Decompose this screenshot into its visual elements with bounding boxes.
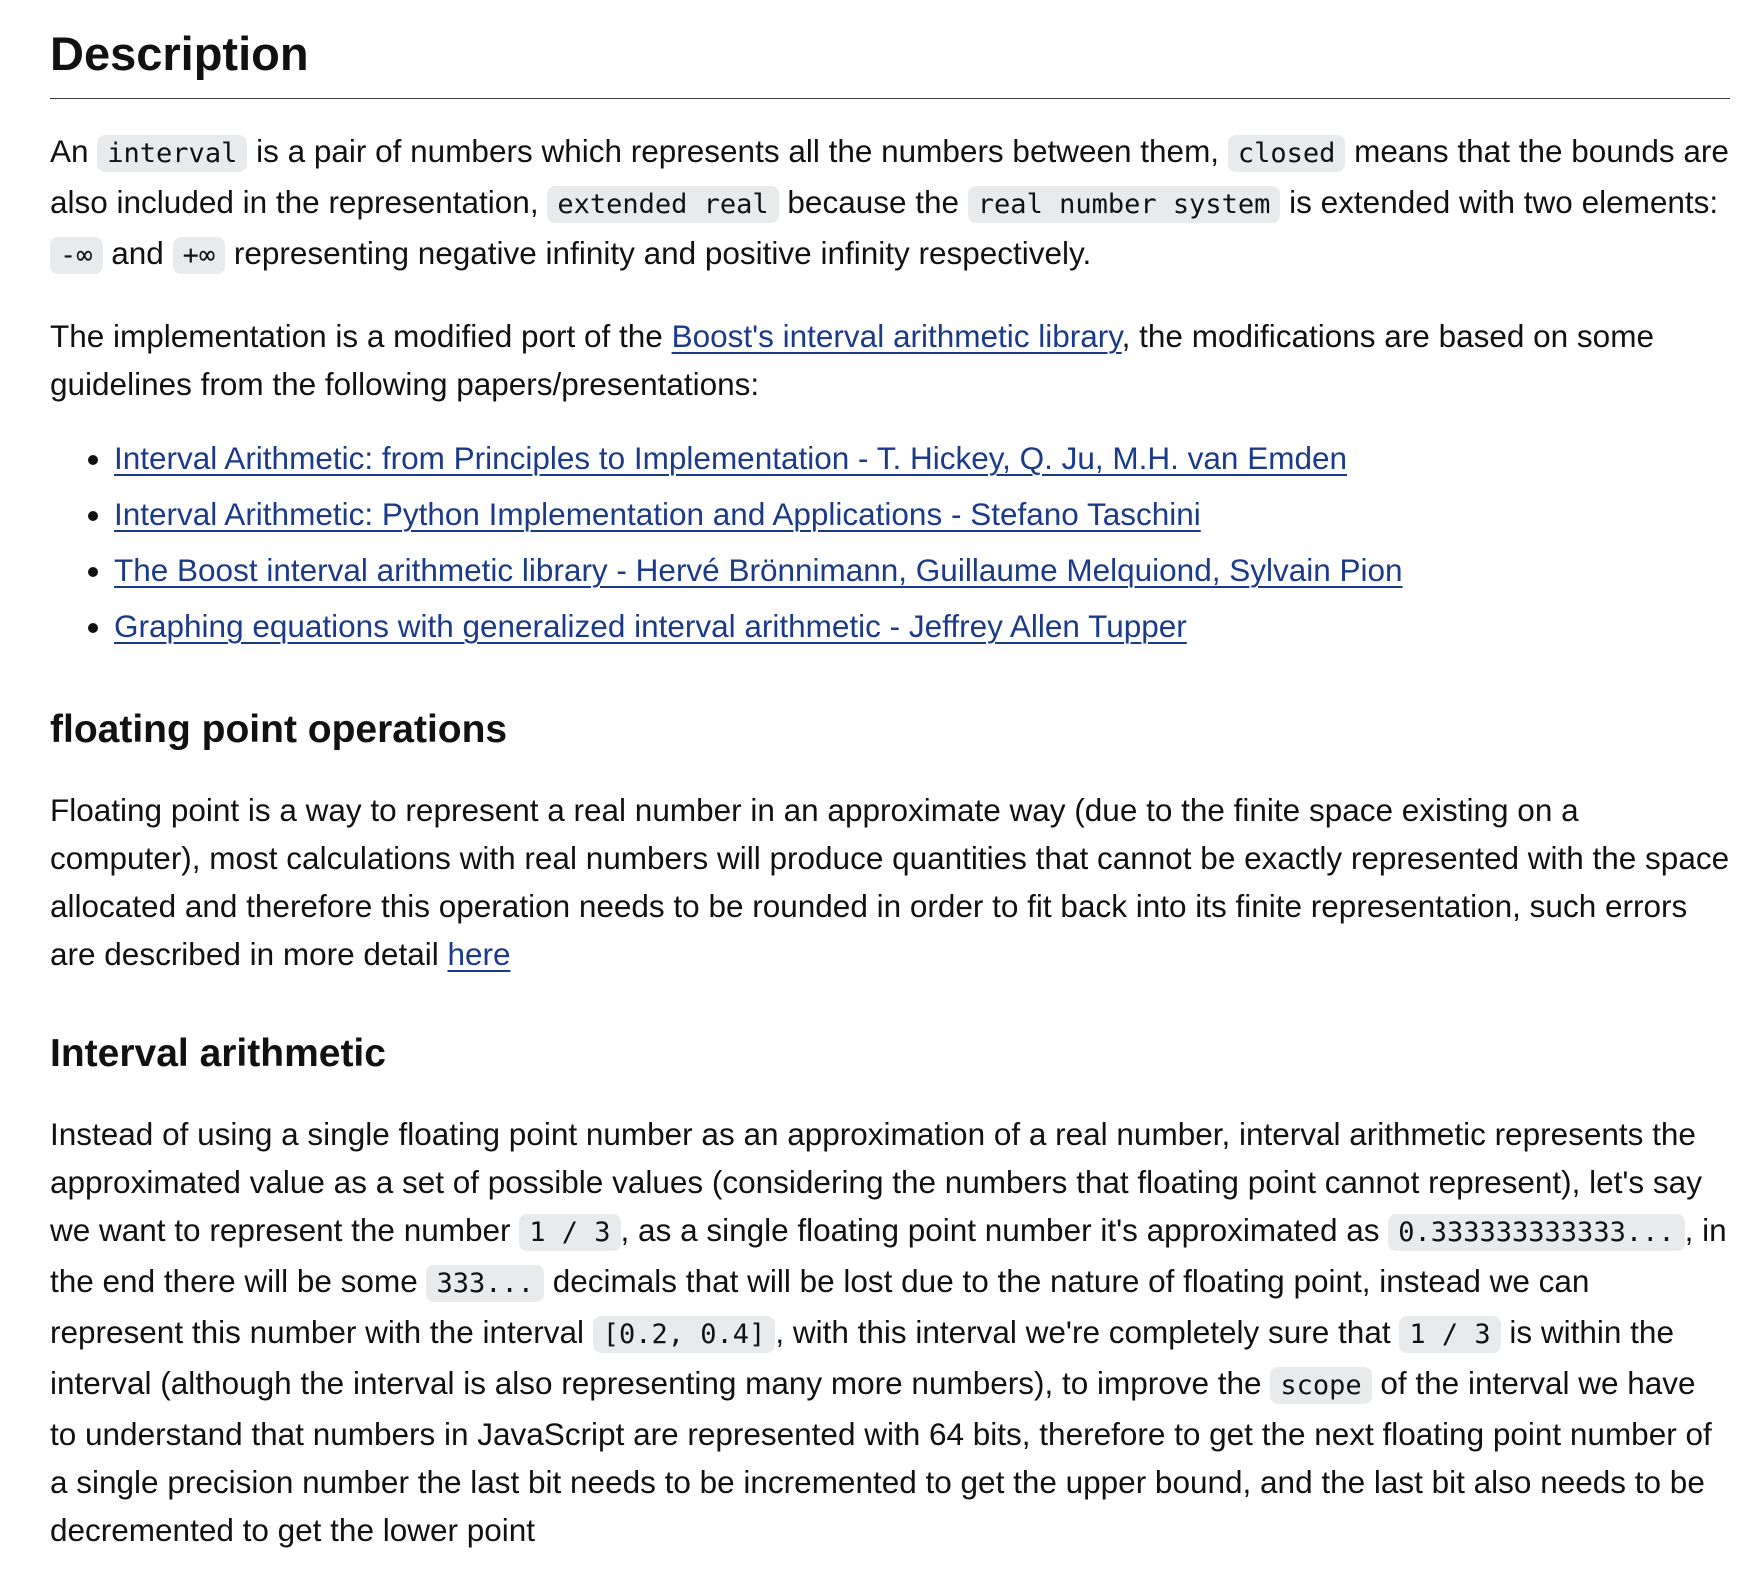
implementation-paragraph — [50, 312, 1730, 408]
code-closed: closed — [1228, 135, 1346, 172]
implementation-text-1: The implementation is a modified port of the — [50, 318, 672, 354]
floating-point-paragraph — [50, 786, 1730, 978]
boost-library-link[interactable]: Boost's interval arithmetic library — [671, 318, 1122, 354]
intro-text-1: An — [50, 133, 98, 169]
reference-link-taschini[interactable]: Interval Arithmetic: Python Implementation and Applications - Stefano Taschini — [114, 496, 1201, 532]
interval-text-6: is within the interval (although the interval is also representing many more numbers), to improve the — [50, 1314, 1674, 1401]
intro-text-3: means that the bounds are also included in the representation, — [50, 133, 1729, 220]
interval-text-5: , with this interval we're completely sure that — [775, 1314, 1400, 1350]
description-heading: Description — [50, 22, 1730, 99]
interval-text-7: of the interval we have to understand that numbers in JavaScript are represented with 64 bits, therefore to get the next floating point number of a single precision number the last bit needs to be incremented to get the upper bound, and the last bit also needs to be decremented to get the lower point — [50, 1365, 1712, 1548]
reference-link-bronnimann[interactable]: The Boost interval arithmetic library - Hervé Brönnimann, Guillaume Melquiond, Sylvain Pion — [114, 552, 1403, 588]
intro-paragraph — [50, 127, 1730, 280]
intro-text-6: and — [102, 235, 173, 271]
interval-text-3: , in the end there will be some — [50, 1212, 1727, 1299]
references-list — [50, 430, 1730, 654]
interval-text-4: decimals that will be lost due to the nature of floating point, instead we can represent this number with the interval — [50, 1263, 1590, 1350]
reference-link-tupper[interactable]: Graphing equations with generalized interval arithmetic - Jeffrey Allen Tupper — [114, 608, 1187, 644]
code-real-number-system: real number system — [968, 186, 1281, 223]
here-link[interactable]: here — [447, 936, 511, 972]
intro-text-5: is extended with two elements: — [1280, 184, 1719, 220]
code-repeating-decimals: 333... — [426, 1265, 544, 1302]
code-one-third: 1 / 3 — [519, 1214, 620, 1251]
list-item — [114, 486, 1730, 542]
floating-point-text: Floating point is a way to represent a real number in an approximate way (due to the finite space existing on a computer), most calculations with real numbers will produce quantities that cannot be exactly represented with the space allocated and therefore this operation needs to be rounded in order to fit back into its finite representation, such errors are described in more detail — [50, 792, 1730, 972]
interval-arithmetic-paragraph — [50, 1110, 1730, 1554]
implementation-text-2: , the modifications are based on some guidelines from the following papers/presentations: — [50, 318, 1654, 402]
intro-text-7: representing negative infinity and positive infinity respectively. — [225, 235, 1092, 271]
code-interval: interval — [97, 135, 247, 172]
code-approximation: 0.333333333333... — [1388, 1214, 1684, 1251]
list-item — [114, 598, 1730, 654]
interval-text-2: , as a single floating point number it's approximated as — [620, 1212, 1389, 1248]
code-interval-range: [0.2, 0.4] — [593, 1316, 776, 1353]
code-extended-real: extended real — [547, 186, 778, 223]
code-one-third-2: 1 / 3 — [1399, 1316, 1500, 1353]
code-negative-infinity: -∞ — [50, 237, 103, 274]
list-item — [114, 430, 1730, 486]
intro-text-4: because the — [778, 184, 968, 220]
intro-text-2: is a pair of numbers which represents all the numbers between them, — [247, 133, 1228, 169]
list-item — [114, 542, 1730, 598]
interval-arithmetic-heading: Interval arithmetic — [50, 1032, 386, 1075]
reference-link-hickey[interactable]: Interval Arithmetic: from Principles to Implementation - T. Hickey, Q. Ju, M.H. van Emden — [114, 440, 1348, 476]
floating-point-heading: floating point operations — [50, 708, 508, 751]
code-positive-infinity: +∞ — [173, 237, 226, 274]
interval-text-1: Instead of using a single floating point number as an approximation of a real number, interval arithmetic represents the approximated value as a set of possible values (considering the numbers that floating point cannot represent), let's say we want to represent the number — [50, 1116, 1702, 1248]
code-scope: scope — [1270, 1367, 1371, 1404]
